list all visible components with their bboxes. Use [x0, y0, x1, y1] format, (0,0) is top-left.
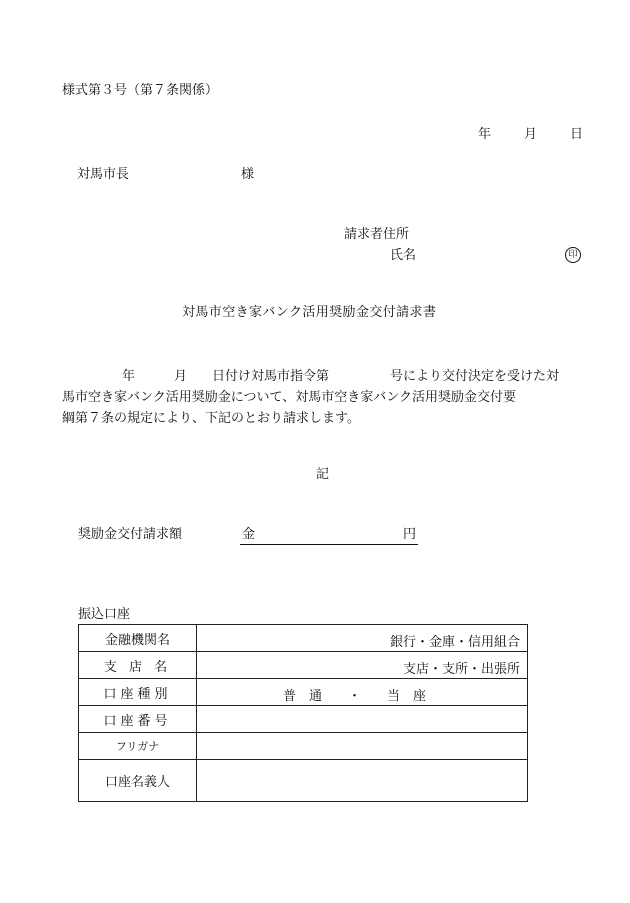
date-year-label: 年 [478, 127, 492, 142]
amount-unit: 円 [402, 527, 416, 542]
branch-label: 支 店 名 [79, 652, 197, 679]
form-number: 様式第３号（第７条関係） [62, 83, 219, 98]
table-row [79, 760, 528, 802]
furigana-field[interactable] [197, 733, 528, 760]
account-type-field[interactable] [197, 679, 528, 706]
seal-mark-icon: 印 [565, 247, 581, 263]
body-line-2 [62, 387, 584, 408]
account-number-field[interactable] [197, 706, 528, 733]
body-line-3 [62, 408, 584, 429]
bank-section-label: 振込口座 [78, 607, 131, 622]
body-month-label: 月 [174, 369, 188, 384]
amount-field[interactable] [240, 528, 418, 545]
addressee-honorific: 様 [241, 167, 255, 182]
date-day-label: 日 [570, 127, 584, 142]
body-end-text: 号により交付決定を受けた対 [390, 369, 560, 384]
document-title: 対馬市空き家バンク活用奨励金交付請求書 [182, 305, 437, 320]
ki-heading: 記 [316, 467, 330, 482]
table-row [79, 733, 528, 760]
table-row [79, 706, 528, 733]
body-line-3-text: 綱第７条の規定により、下記のとおり請求します。 [62, 411, 360, 426]
addressee-name: 対馬市長 [77, 167, 130, 182]
body-year-label: 年 [122, 369, 136, 384]
furigana-label: フリガナ [79, 733, 197, 760]
amount-prefix: 金 [242, 527, 256, 542]
body-line-2-text: 馬市空き家バンク活用奨励金について、対馬市空き家バンク活用奨励金交付要 [62, 390, 516, 405]
applicant-address-label: 請求者住所 [344, 227, 410, 242]
table-row [79, 652, 528, 679]
account-holder-label: 口座名義人 [79, 760, 197, 802]
institution-label: 金融機関名 [79, 625, 197, 652]
table-row [79, 679, 528, 706]
institution-field[interactable] [197, 625, 528, 652]
body-line-1 [62, 366, 584, 387]
account-type-options: 普 通 ・ 当 座 [283, 689, 427, 704]
amount-label: 奨励金交付請求額 [78, 527, 183, 542]
body-mid-text: 日付け対馬市指令第 [212, 369, 330, 384]
table-row [79, 625, 528, 652]
account-holder-field[interactable] [197, 760, 528, 802]
body-text [62, 366, 584, 429]
institution-options: 銀行・金庫・信用組合 [389, 635, 520, 650]
branch-options: 支店・支所・出張所 [402, 662, 520, 677]
account-type-label: 口座種別 [79, 679, 197, 706]
applicant-name-label: 氏名 [390, 248, 417, 263]
date-month-label: 月 [524, 127, 538, 142]
branch-field[interactable] [197, 652, 528, 679]
bank-account-table [78, 624, 528, 802]
account-number-label: 口座番号 [79, 706, 197, 733]
